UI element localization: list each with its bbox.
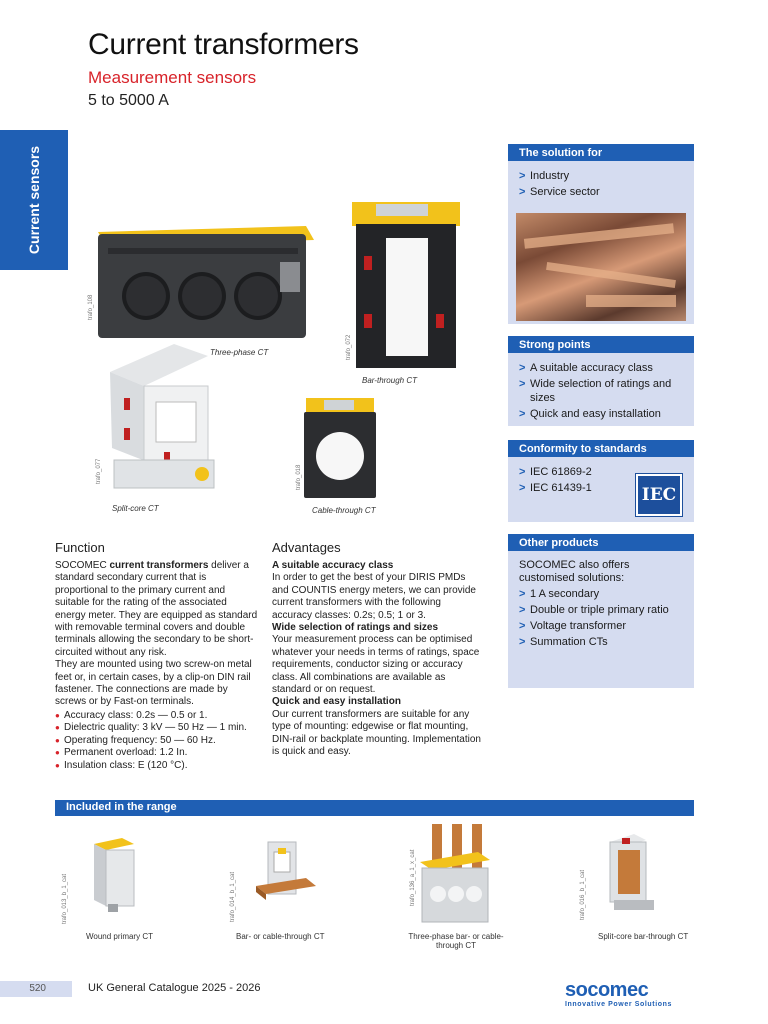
busbar-photo [516,213,686,321]
socomec-logo [565,980,672,1009]
page-subtitle: Measurement sensors [88,68,257,87]
product-ref: trafo_072 [346,334,352,360]
strong-points-heading: Strong points [508,336,694,353]
range-heading: Included in the range [55,800,694,816]
range-caption: Three-phase bar- or cable-through CT [408,932,504,950]
list-item: > Industry [519,169,683,183]
iec-logo: IEC [636,474,682,516]
other-products-list [508,585,694,655]
advantage-title: Quick and easy installation [272,696,401,708]
advantage-title: A suitable accuracy class [272,560,394,571]
bar-through-ct-image [350,202,462,370]
current-range: 5 to 5000 A [88,92,169,109]
list-item: ● Insulation class: E (120 °C). [55,760,259,772]
list-item: > Wide selection of ratings and sizes [519,377,683,405]
solution-heading: The solution for [508,144,694,161]
product-caption: Split-core CT [112,504,159,513]
function-bullets [55,710,259,772]
list-item: > Voltage transformer [519,619,683,633]
list-item: > Summation CTs [519,635,683,649]
list-item: > IEC 61439-1 [519,481,683,495]
list-item: > IEC 61869-2 [519,465,683,479]
emphasis: current transformers [109,560,209,571]
other-products-heading: Other products [508,534,694,551]
logo-name: socomec [565,979,649,1001]
strong-points-list [508,353,694,427]
range-ref: trafo_016_b_1_cat [580,869,586,920]
product-caption: Bar-through CT [362,376,417,385]
list-item: ● Operating frequency: 50 — 60 Hz. [55,735,259,747]
page-number: 520 [0,981,72,997]
list-item: ● Accuracy class: 0.2s — 0.5 or 1. [55,710,259,722]
product-ref: trafo_018 [296,464,302,490]
range-caption: Wound primary CT [86,932,153,941]
split-core-bar-ct-image [604,832,664,916]
list-item: > Quick and easy installation [519,407,683,421]
list-item: ● Permanent overload: 1.2 In. [55,747,259,759]
logo-tagline: Innovative Power Solutions [565,1001,673,1008]
advantage-text: Our current transformers are suitable for any type of mounting: edgewise or flat mounting, DIN-rail or backplate mounting. Implementation is quick and easy. [272,708,481,758]
list-item: ● Dielectric quality: 3 kV — 50 Hz — 1 min. [55,722,259,734]
list-item: > A suitable accuracy class [519,361,683,375]
conformity-box [508,440,694,522]
page-title: Current transformers [88,28,359,61]
product-ref: trafo_108 [88,294,94,320]
side-tab [0,130,68,270]
three-phase-ct-image [94,222,316,342]
solution-box [508,144,694,324]
function-heading: Function [55,540,105,555]
advantages-heading: Advantages [272,540,341,555]
range-ref: trafo_014_b_1_cat [230,871,236,922]
catalogue-name: UK General Catalogue 2025 - 2026 [88,982,261,994]
advantage-title: Wide selection of ratings and sizes [272,622,439,634]
side-tab-label: Current sensors [26,145,42,255]
bar-cable-through-ct-image [254,838,318,918]
function-text: SOCOMEC current transformers deliver a standard secondary current that is proportional to the primary current and suitable for the rating of the associated energy meter. They are equipped as standard with removable terminal covers and double terminals allowing the secondary to be short-circuited without any risk. They are mounted using two screw-on metal feet or, in certain cases, by a clip-on DIN rail fastener. The connections are made by screws or by Fast-on terminals. ● Accuracy class: 0.2s — 0.5 or 1. ● Dielectric quality: 3 kV — 50 Hz — 1 min. ● Operating frequency: 50 — 60 Hz. ● Permanent overload: 1.2 In. ● Insulation class: E (120 °C). [55,560,259,772]
cable-through-ct-image [302,396,378,500]
product-caption: Cable-through CT [312,506,376,515]
range-caption: Bar- or cable-through CT [236,932,325,941]
product-ref: trafo_077 [96,458,102,484]
product-caption: Three-phase CT [210,348,269,357]
list-item: > Double or triple primary ratio [519,603,683,617]
other-products-intro: SOCOMEC also offers customised solutions: [519,559,630,584]
strong-points-box [508,336,694,426]
list-item: > Service sector [519,185,683,199]
solution-list [508,161,694,205]
wound-primary-ct-image [90,836,140,914]
three-phase-bar-ct-image [418,822,492,926]
list-item: > 1 A secondary [519,587,683,601]
range-ref: trafo_013_b_1_cat [62,873,68,924]
range-caption: Split-core bar-through CT [598,932,689,941]
function-paragraph: They are mounted using two screw-on metal feet or, in certain cases, by a clip-on DIN rail fastener. The connections are made by screws or by Fast-on terminals. [55,659,252,708]
split-core-ct-image [104,342,232,492]
conformity-heading: Conformity to standards [508,440,694,457]
advantage-text: In order to get the best of your DIRIS PMDs and COUNTIS energy meters, we can provide current transformers with the following accuracy classes: 0.2s; 0.5; 1 or 3. [272,572,476,621]
advantage-text: Your measurement process can be optimised whatever your needs in terms of ratings, space requirements, conductor sizing or accuracy class. All combinations are available as standard or on request. [272,634,480,696]
advantages-text [272,560,482,759]
other-products-box [508,534,694,688]
range-ref: trafo_136_a_1_x_cat [410,849,416,906]
